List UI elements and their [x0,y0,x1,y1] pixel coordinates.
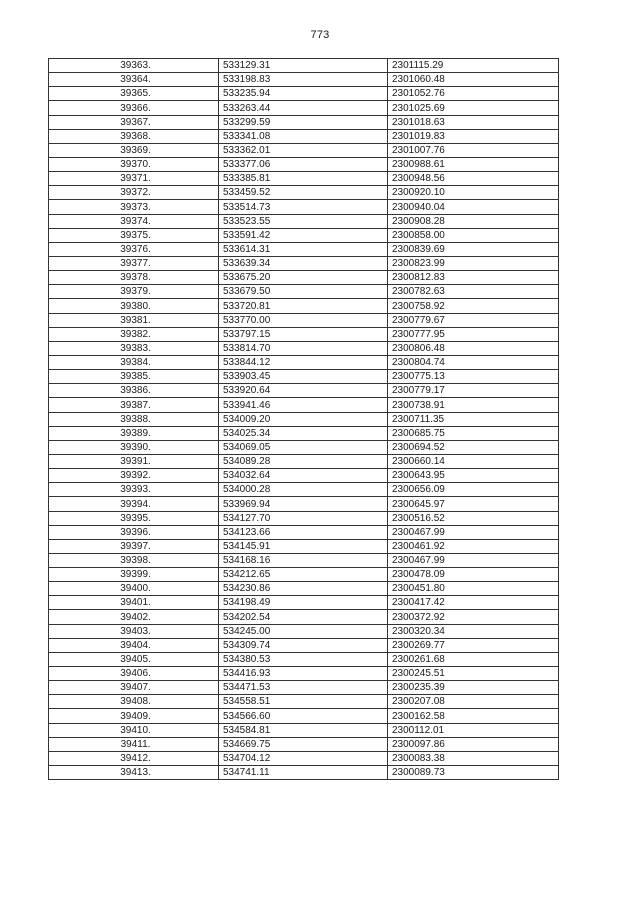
table-row [49,157,559,171]
y-coordinate-cell: 2300245.51 [388,667,559,681]
point-number-cell: 39376. [49,242,219,256]
x-coordinate-cell: 533591.42 [219,228,388,242]
point-number-cell: 39392. [49,469,219,483]
y-coordinate-cell: 2300839.69 [388,242,559,256]
point-number-cell: 39408. [49,695,219,709]
y-coordinate-cell: 2300461.92 [388,539,559,553]
y-coordinate-cell: 2300685.75 [388,426,559,440]
point-number-cell: 39387. [49,398,219,412]
y-coordinate-cell: 2300467.99 [388,553,559,567]
y-coordinate-cell: 2300089.73 [388,766,559,780]
x-coordinate-cell: 533920.64 [219,384,388,398]
table-row [49,186,559,200]
y-coordinate-cell: 2300097.86 [388,737,559,751]
point-number-cell: 39406. [49,667,219,681]
y-coordinate-cell: 2300806.48 [388,341,559,355]
y-coordinate-cell: 2300656.09 [388,483,559,497]
x-coordinate-cell: 533639.34 [219,256,388,270]
y-coordinate-cell: 2300417.42 [388,596,559,610]
point-number-cell: 39379. [49,285,219,299]
table-row [49,596,559,610]
x-coordinate-cell: 533675.20 [219,271,388,285]
point-number-cell: 39374. [49,214,219,228]
point-number-cell: 39369. [49,143,219,157]
point-number-cell: 39398. [49,553,219,567]
table-row [49,469,559,483]
y-coordinate-cell: 2301115.29 [388,59,559,73]
table-row [49,483,559,497]
table-row [49,101,559,115]
table-row [49,723,559,737]
x-coordinate-cell: 533614.31 [219,242,388,256]
x-coordinate-cell: 533299.59 [219,115,388,129]
y-coordinate-cell: 2300235.39 [388,681,559,695]
y-coordinate-cell: 2300467.99 [388,525,559,539]
table-row [49,242,559,256]
table-row [49,370,559,384]
x-coordinate-cell: 534202.54 [219,610,388,624]
y-coordinate-cell: 2300451.80 [388,582,559,596]
table-row [49,681,559,695]
point-number-cell: 39380. [49,299,219,313]
point-number-cell: 39403. [49,624,219,638]
point-number-cell: 39373. [49,200,219,214]
y-coordinate-cell: 2300758.92 [388,299,559,313]
point-number-cell: 39371. [49,172,219,186]
y-coordinate-cell: 2300162.58 [388,709,559,723]
point-number-cell: 39395. [49,511,219,525]
y-coordinate-cell: 2300775.13 [388,370,559,384]
x-coordinate-cell: 534198.49 [219,596,388,610]
y-coordinate-cell: 2300711.35 [388,412,559,426]
x-coordinate-cell: 533679.50 [219,285,388,299]
table-row [49,59,559,73]
y-coordinate-cell: 2300643.95 [388,469,559,483]
point-number-cell: 39372. [49,186,219,200]
point-number-cell: 39407. [49,681,219,695]
x-coordinate-cell: 534380.53 [219,652,388,666]
x-coordinate-cell: 534089.28 [219,454,388,468]
y-coordinate-cell: 2300645.97 [388,497,559,511]
table-row [49,87,559,101]
x-coordinate-cell: 534741.11 [219,766,388,780]
y-coordinate-cell: 2300779.17 [388,384,559,398]
x-coordinate-cell: 533797.15 [219,327,388,341]
point-number-cell: 39413. [49,766,219,780]
point-number-cell: 39400. [49,582,219,596]
point-number-cell: 39385. [49,370,219,384]
point-number-cell: 39377. [49,256,219,270]
table-row [49,709,559,723]
y-coordinate-cell: 2301019.83 [388,129,559,143]
x-coordinate-cell: 534471.53 [219,681,388,695]
table-row [49,426,559,440]
table-row [49,440,559,454]
x-coordinate-cell: 533263.44 [219,101,388,115]
y-coordinate-cell: 2300516.52 [388,511,559,525]
table-row [49,228,559,242]
y-coordinate-cell: 2300988.61 [388,157,559,171]
table-row [49,384,559,398]
point-number-cell: 39405. [49,652,219,666]
y-coordinate-cell: 2300694.52 [388,440,559,454]
point-number-cell: 39411. [49,737,219,751]
x-coordinate-cell: 534669.75 [219,737,388,751]
x-coordinate-cell: 534212.65 [219,568,388,582]
point-number-cell: 39401. [49,596,219,610]
table-row [49,525,559,539]
table-row [49,582,559,596]
table-row [49,766,559,780]
y-coordinate-cell: 2300372.92 [388,610,559,624]
table-row [49,568,559,582]
x-coordinate-cell: 533903.45 [219,370,388,384]
y-coordinate-cell: 2300782.63 [388,285,559,299]
x-coordinate-cell: 533129.31 [219,59,388,73]
point-number-cell: 39410. [49,723,219,737]
y-coordinate-cell: 2301007.76 [388,143,559,157]
point-number-cell: 39388. [49,412,219,426]
point-number-cell: 39382. [49,327,219,341]
table-row [49,652,559,666]
point-number-cell: 39365. [49,87,219,101]
table-row [49,73,559,87]
y-coordinate-cell: 2300940.04 [388,200,559,214]
x-coordinate-cell: 534168.16 [219,553,388,567]
y-coordinate-cell: 2301060.48 [388,73,559,87]
x-coordinate-cell: 533844.12 [219,355,388,369]
table-row [49,271,559,285]
y-coordinate-cell: 2300261.68 [388,652,559,666]
y-coordinate-cell: 2300738.91 [388,398,559,412]
y-coordinate-cell: 2300083.38 [388,751,559,765]
table-row [49,539,559,553]
x-coordinate-cell: 534416.93 [219,667,388,681]
table-row [49,751,559,765]
x-coordinate-cell: 533385.81 [219,172,388,186]
x-coordinate-cell: 534127.70 [219,511,388,525]
y-coordinate-cell: 2300823.99 [388,256,559,270]
y-coordinate-cell: 2300779.67 [388,313,559,327]
table-row [49,129,559,143]
coordinates-table-body [49,59,559,780]
table-row [49,638,559,652]
table-row [49,610,559,624]
x-coordinate-cell: 534032.64 [219,469,388,483]
point-number-cell: 39394. [49,497,219,511]
table-row [49,553,559,567]
x-coordinate-cell: 534145.91 [219,539,388,553]
table-row [49,200,559,214]
x-coordinate-cell: 534025.34 [219,426,388,440]
point-number-cell: 39366. [49,101,219,115]
y-coordinate-cell: 2301025.69 [388,101,559,115]
x-coordinate-cell: 533941.46 [219,398,388,412]
x-coordinate-cell: 533720.81 [219,299,388,313]
table-row [49,143,559,157]
table-row [49,355,559,369]
table-row [49,341,559,355]
x-coordinate-cell: 534309.74 [219,638,388,652]
x-coordinate-cell: 533969.94 [219,497,388,511]
x-coordinate-cell: 534558.51 [219,695,388,709]
page-number: 773 [310,29,330,41]
table-row [49,737,559,751]
point-number-cell: 39381. [49,313,219,327]
x-coordinate-cell: 533770.00 [219,313,388,327]
table-row [49,624,559,638]
x-coordinate-cell: 533362.01 [219,143,388,157]
x-coordinate-cell: 534123.66 [219,525,388,539]
x-coordinate-cell: 533198.83 [219,73,388,87]
table-row [49,454,559,468]
x-coordinate-cell: 534704.12 [219,751,388,765]
table-row [49,172,559,186]
table-row [49,412,559,426]
x-coordinate-cell: 534230.86 [219,582,388,596]
y-coordinate-cell: 2301052.76 [388,87,559,101]
point-number-cell: 39378. [49,271,219,285]
x-coordinate-cell: 533459.52 [219,186,388,200]
y-coordinate-cell: 2300948.56 [388,172,559,186]
y-coordinate-cell: 2300660.14 [388,454,559,468]
x-coordinate-cell: 533514.73 [219,200,388,214]
y-coordinate-cell: 2300269.77 [388,638,559,652]
point-number-cell: 39402. [49,610,219,624]
table-row [49,299,559,313]
point-number-cell: 39368. [49,129,219,143]
table-row [49,256,559,270]
x-coordinate-cell: 534245.00 [219,624,388,638]
x-coordinate-cell: 534069.05 [219,440,388,454]
y-coordinate-cell: 2300858.00 [388,228,559,242]
x-coordinate-cell: 534584.81 [219,723,388,737]
x-coordinate-cell: 533814.70 [219,341,388,355]
coordinates-table [48,58,559,780]
y-coordinate-cell: 2300320.34 [388,624,559,638]
point-number-cell: 39390. [49,440,219,454]
x-coordinate-cell: 533235.94 [219,87,388,101]
point-number-cell: 39383. [49,341,219,355]
table-row [49,313,559,327]
y-coordinate-cell: 2300478.09 [388,568,559,582]
x-coordinate-cell: 534009.20 [219,412,388,426]
table-row [49,285,559,299]
point-number-cell: 39412. [49,751,219,765]
table-row [49,511,559,525]
y-coordinate-cell: 2300908.28 [388,214,559,228]
table-row [49,667,559,681]
point-number-cell: 39393. [49,483,219,497]
table-row [49,214,559,228]
point-number-cell: 39367. [49,115,219,129]
point-number-cell: 39370. [49,157,219,171]
point-number-cell: 39384. [49,355,219,369]
y-coordinate-cell: 2300920.10 [388,186,559,200]
point-number-cell: 39399. [49,568,219,582]
table-row [49,398,559,412]
point-number-cell: 39404. [49,638,219,652]
point-number-cell: 39389. [49,426,219,440]
x-coordinate-cell: 533523.55 [219,214,388,228]
x-coordinate-cell: 533377.06 [219,157,388,171]
point-number-cell: 39375. [49,228,219,242]
y-coordinate-cell: 2300804.74 [388,355,559,369]
point-number-cell: 39397. [49,539,219,553]
table-row [49,327,559,341]
x-coordinate-cell: 533341.08 [219,129,388,143]
point-number-cell: 39386. [49,384,219,398]
y-coordinate-cell: 2300112.01 [388,723,559,737]
table-row [49,115,559,129]
x-coordinate-cell: 534000.28 [219,483,388,497]
point-number-cell: 39364. [49,73,219,87]
table-row [49,497,559,511]
table-row [49,695,559,709]
y-coordinate-cell: 2301018.63 [388,115,559,129]
point-number-cell: 39409. [49,709,219,723]
x-coordinate-cell: 534566.60 [219,709,388,723]
point-number-cell: 39396. [49,525,219,539]
y-coordinate-cell: 2300207.08 [388,695,559,709]
y-coordinate-cell: 2300812.83 [388,271,559,285]
point-number-cell: 39363. [49,59,219,73]
y-coordinate-cell: 2300777.95 [388,327,559,341]
point-number-cell: 39391. [49,454,219,468]
